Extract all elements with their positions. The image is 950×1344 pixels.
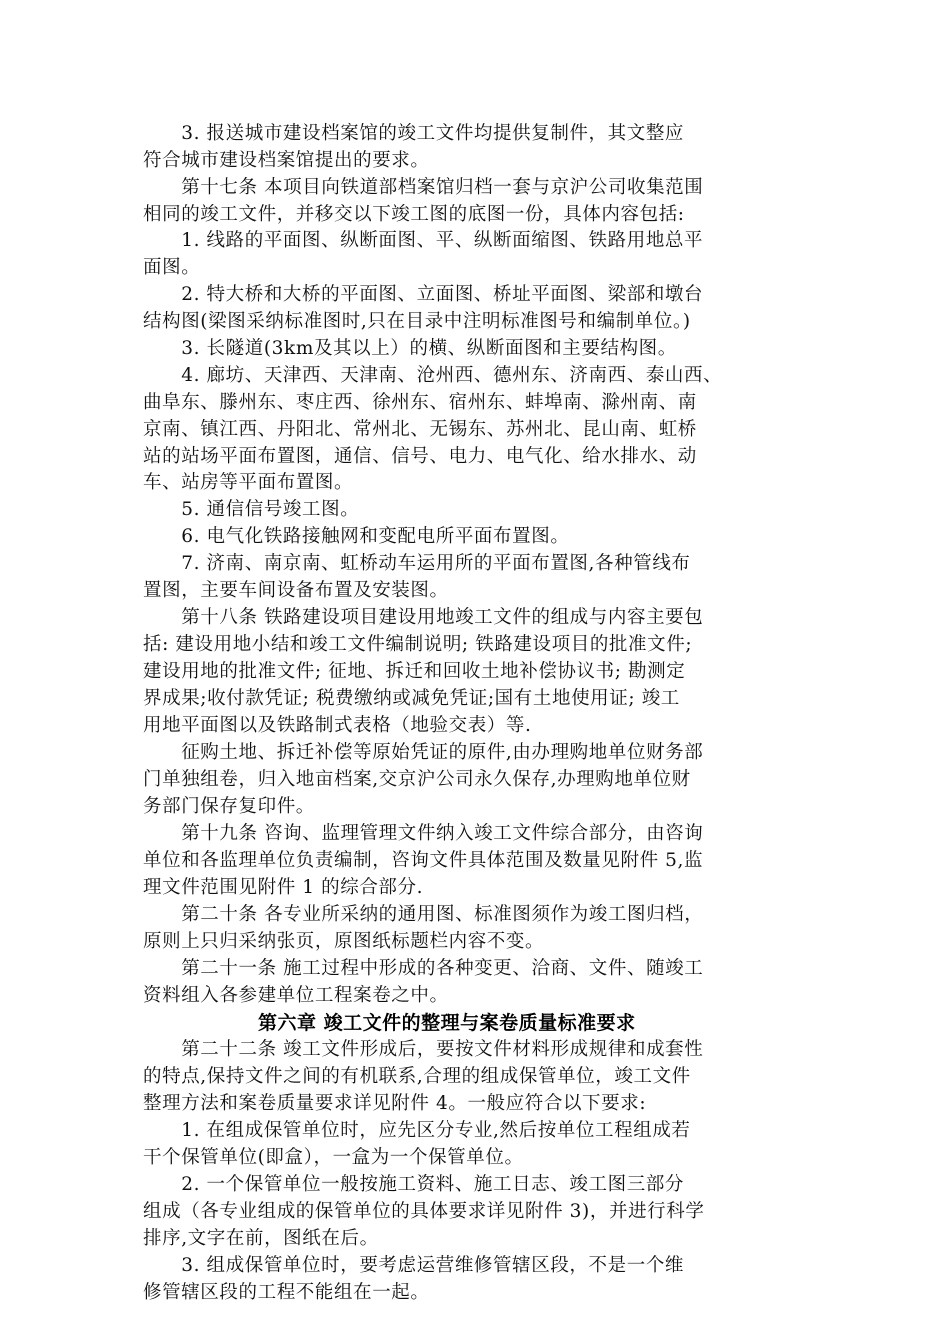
text-line: 第二十一条 施工过程中形成的各种变更、洽商、文件、随竣工 (143, 958, 704, 979)
text-line: 第十七条 本项目向铁道部档案馆归档一套与京沪公司收集范围 (143, 177, 704, 198)
text-line: 的特点,保持文件之间的有机联系,合理的组成保管单位，竣工文件 (143, 1066, 691, 1087)
text-line: 门单独组卷，归入地亩档案,交京沪公司永久保存,办理购地单位财 (143, 769, 691, 790)
text-line: 符合城市建设档案馆提出的要求。 (143, 150, 430, 171)
text-line: 第二十二条 竣工文件形成后，要按文件材料形成规律和成套性 (143, 1039, 704, 1060)
text-line: 1. 线路的平面图、纵断面图、平、纵断面缩图、铁路用地总平 (143, 230, 704, 251)
text-line: 征购土地、拆迁补偿等原始凭证的原件,由办理购地单位财务部 (143, 742, 704, 763)
text-line: 置图，主要车间设备布置及安装图。 (143, 580, 449, 601)
text-line: 用地平面图以及铁路制式表格（地验交表）等. (143, 715, 532, 736)
text-line: 2. 一个保管单位一般按施工资料、施工日志、竣工图三部分 (143, 1174, 685, 1195)
text-line: 6. 电气化铁路接触网和变配电所平面布置图。 (143, 526, 570, 547)
text-line: 曲阜东、滕州东、枣庄西、徐州东、宿州东、蚌埠南、滁州南、南 (143, 392, 697, 413)
text-line: 组成（各专业组成的保管单位的具体要求详见附件 3)，并进行科学 (143, 1201, 705, 1222)
text-line: 京南、镇江西、丹阳北、常州北、无锡东、苏州北、昆山南、虹桥 (143, 419, 697, 440)
text-line: 资料组入各参建单位工程案卷之中。 (143, 985, 449, 1006)
text-line: 车、站房等平面布置图。 (143, 472, 354, 493)
text-line: 1. 在组成保管单位时，应先区分专业,然后按单位工程组成若 (143, 1120, 691, 1141)
text-line: 7. 济南、南京南、虹桥动车运用所的平面布置图,各种管线布 (143, 553, 691, 574)
text-line: 括: 建设用地小结和竣工文件编制说明; 铁路建设项目的批准文件; (143, 634, 693, 655)
text-line: 整理方法和案卷质量要求详见附件 4。一般应符合以下要求: (143, 1093, 647, 1114)
text-line: 建设用地的批准文件; 征地、拆迁和回收土地补偿协议书; 勘测定 (143, 661, 686, 682)
text-line: 第二十条 各专业所采纳的通用图、标准图须作为竣工图归档， (143, 904, 704, 925)
text-line: 干个保管单位(即盒），一盒为一个保管单位。 (143, 1147, 524, 1168)
text-line: 原则上只归采纳张页，原图纸标题栏内容不变。 (143, 931, 545, 952)
text-line: 3. 报送城市建设档案馆的竣工文件均提供复制件，其文整应 (143, 123, 685, 144)
text-line: 3. 组成保管单位时，要考虑运营维修管辖区段，不是一个维 (143, 1255, 685, 1276)
text-line: 3. 长隧道(3km及其以上）的横、纵断面图和主要结构图。 (143, 338, 677, 359)
text-line: 4. 廊坊、天津西、天津南、沧州西、德州东、济南西、泰山西、 (143, 365, 723, 386)
chapter-heading: 第六章 竣工文件的整理与案卷质量标准要求 (258, 1012, 636, 1034)
text-line: 单位和各监理单位负责编制，咨询文件具体范围及数量见附件 5,监 (143, 850, 704, 871)
text-line: 务部门保存复印件。 (143, 796, 315, 817)
text-line: 站的站场平面布置图，通信、信号、电力、电气化、给水排水、动 (143, 446, 697, 467)
text-line: 2. 特大桥和大桥的平面图、立面图、桥址平面图、梁部和墩台 (143, 284, 704, 305)
text-line: 第十九条 咨询、监理管理文件纳入竣工文件综合部分，由咨询 (143, 823, 704, 844)
text-line: 相同的竣工文件，并移交以下竣工图的底图一份，具体内容包括: (143, 204, 685, 225)
text-line: 面图。 (143, 257, 201, 278)
text-line: 第十八条 铁路建设项目建设用地竣工文件的组成与内容主要包 (143, 607, 704, 628)
text-line: 界成果;收付款凭证; 税费缴纳或减免凭证;国有土地使用证; 竣工 (143, 688, 680, 709)
text-line: 排序,文字在前，图纸在后。 (143, 1228, 379, 1249)
text-line: 结构图(梁图采纳标准图时,只在目录中注明标准图号和编制单位。) (143, 311, 691, 332)
text-line: 5. 通信信号竣工图。 (143, 499, 360, 520)
text-line: 理文件范围见附件 1 的综合部分. (143, 877, 424, 898)
text-line: 修管辖区段的工程不能组在一起。 (143, 1282, 430, 1303)
